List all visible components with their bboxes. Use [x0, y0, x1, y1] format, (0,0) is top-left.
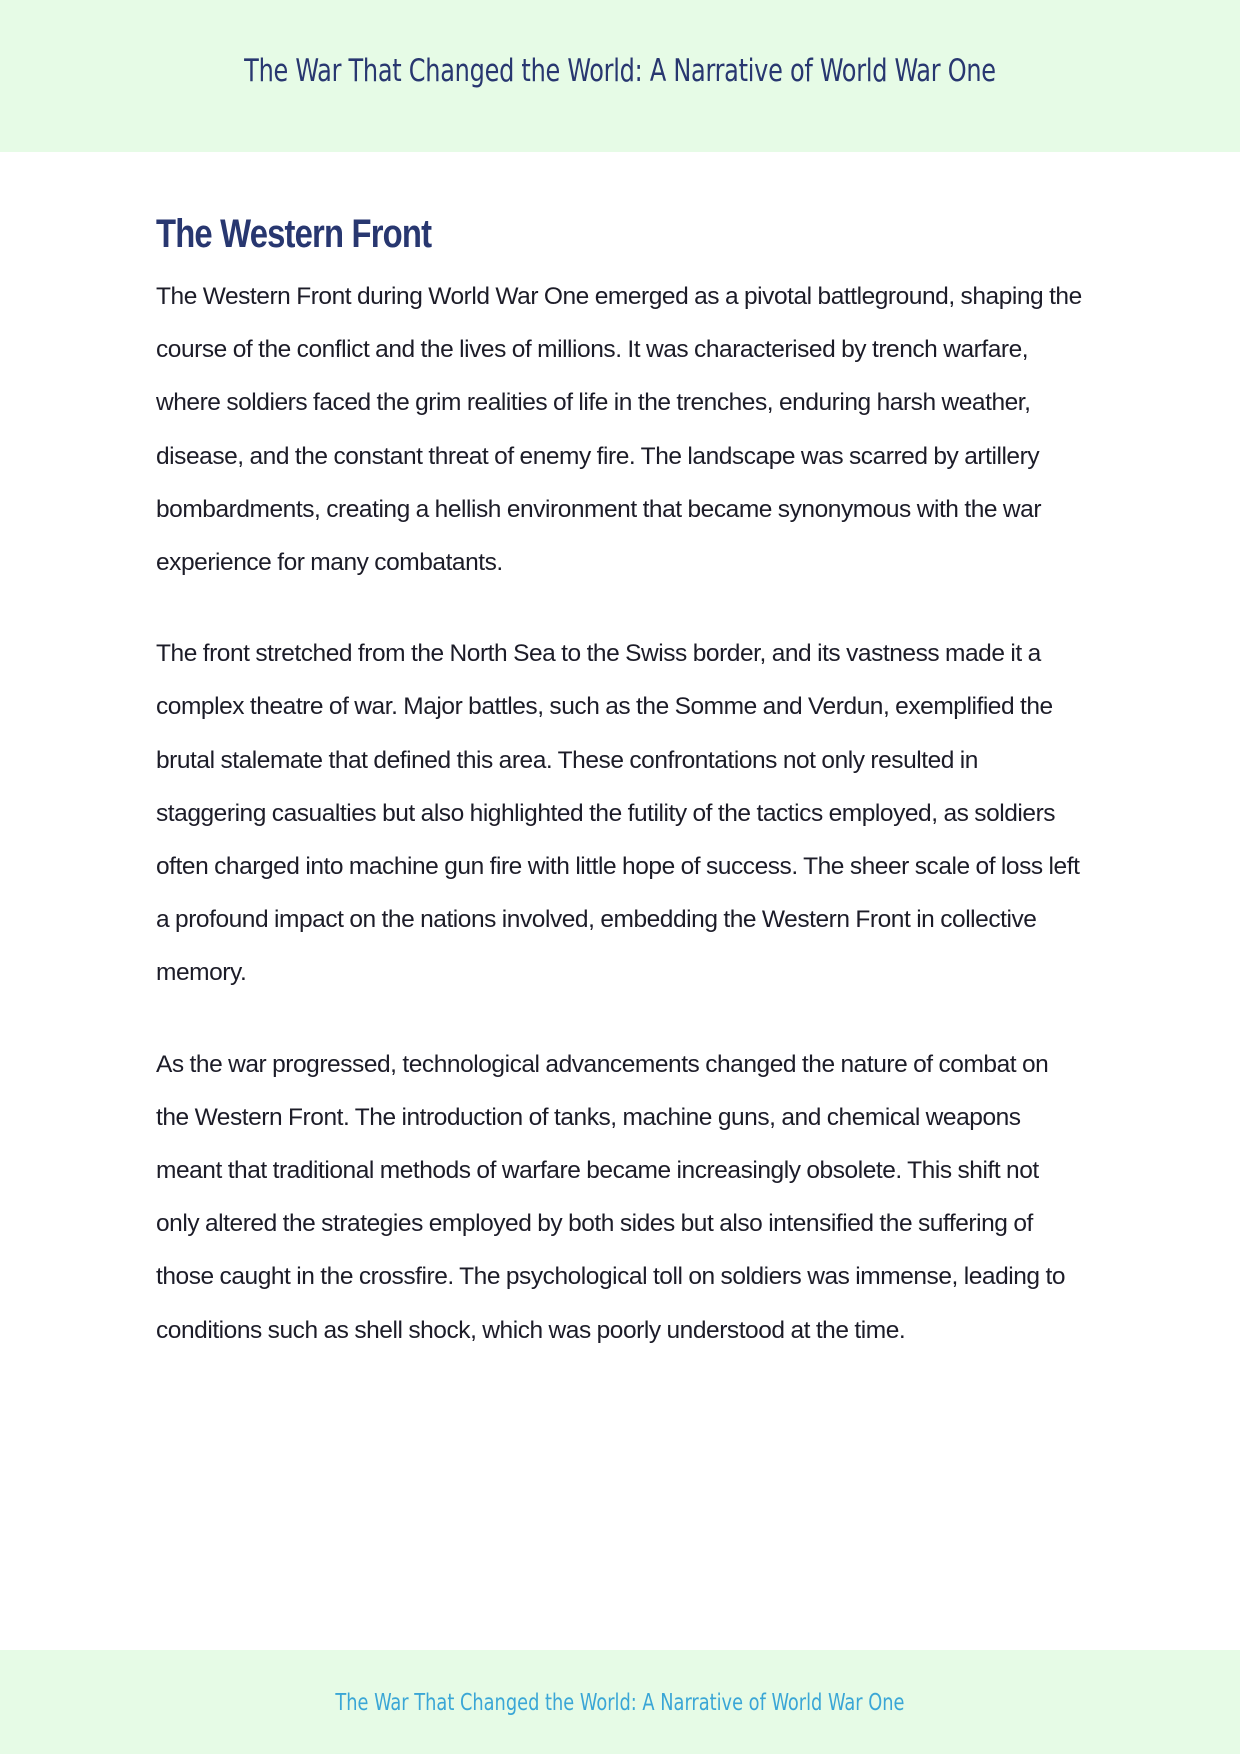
page-footer [0, 1650, 1240, 1754]
footer-title: The War That Changed the World: A Narrative of World War One [335, 1690, 905, 1716]
page-header [0, 0, 1240, 152]
main-content [156, 206, 1086, 1395]
section-title: The Western Front [156, 212, 432, 256]
header-title: The War That Changed the World: A Narrative of World War One [244, 53, 996, 89]
paragraph: The front stretched from the North Sea to the Swiss border, and its vastness made it a complex theatre of war. Major battles, such as the Somme and Verdun, exemplified the brutal stalemate that defined this area. These confrontations not only resulted in staggering casualties but also highlighted the futility of the tactics employed, as soldiers often charged into machine gun fire with little hope of success. The sheer scale of loss left a profound impact on the nations involved, embedding the Western Front in collective memory. [156, 640, 1080, 987]
paragraph: As the war progressed, technological advancements changed the nature of combat on the Western Front. The introduction of tanks, machine guns, and chemical weapons meant that traditional methods of warfare became increasingly obsolete. This shift not only altered the strategies employed by both sides but also intensified the suffering of those caught in the crossfire. The psychological toll on soldiers was immense, leading to conditions such as shell shock, which was poorly understood at the time. [156, 1050, 1065, 1344]
paragraph: The Western Front during World War One emerged as a pivotal battleground, shaping the course of the conflict and the lives of millions. It was characterised by trench warfare, where soldiers faced the grim realities of life in the trenches, enduring harsh weather, disease, and the constant threat of enemy fire. The landscape was scarred by artillery bombardments, creating a hellish environment that became synonymous with the war experience for many combatants. [156, 283, 1082, 577]
